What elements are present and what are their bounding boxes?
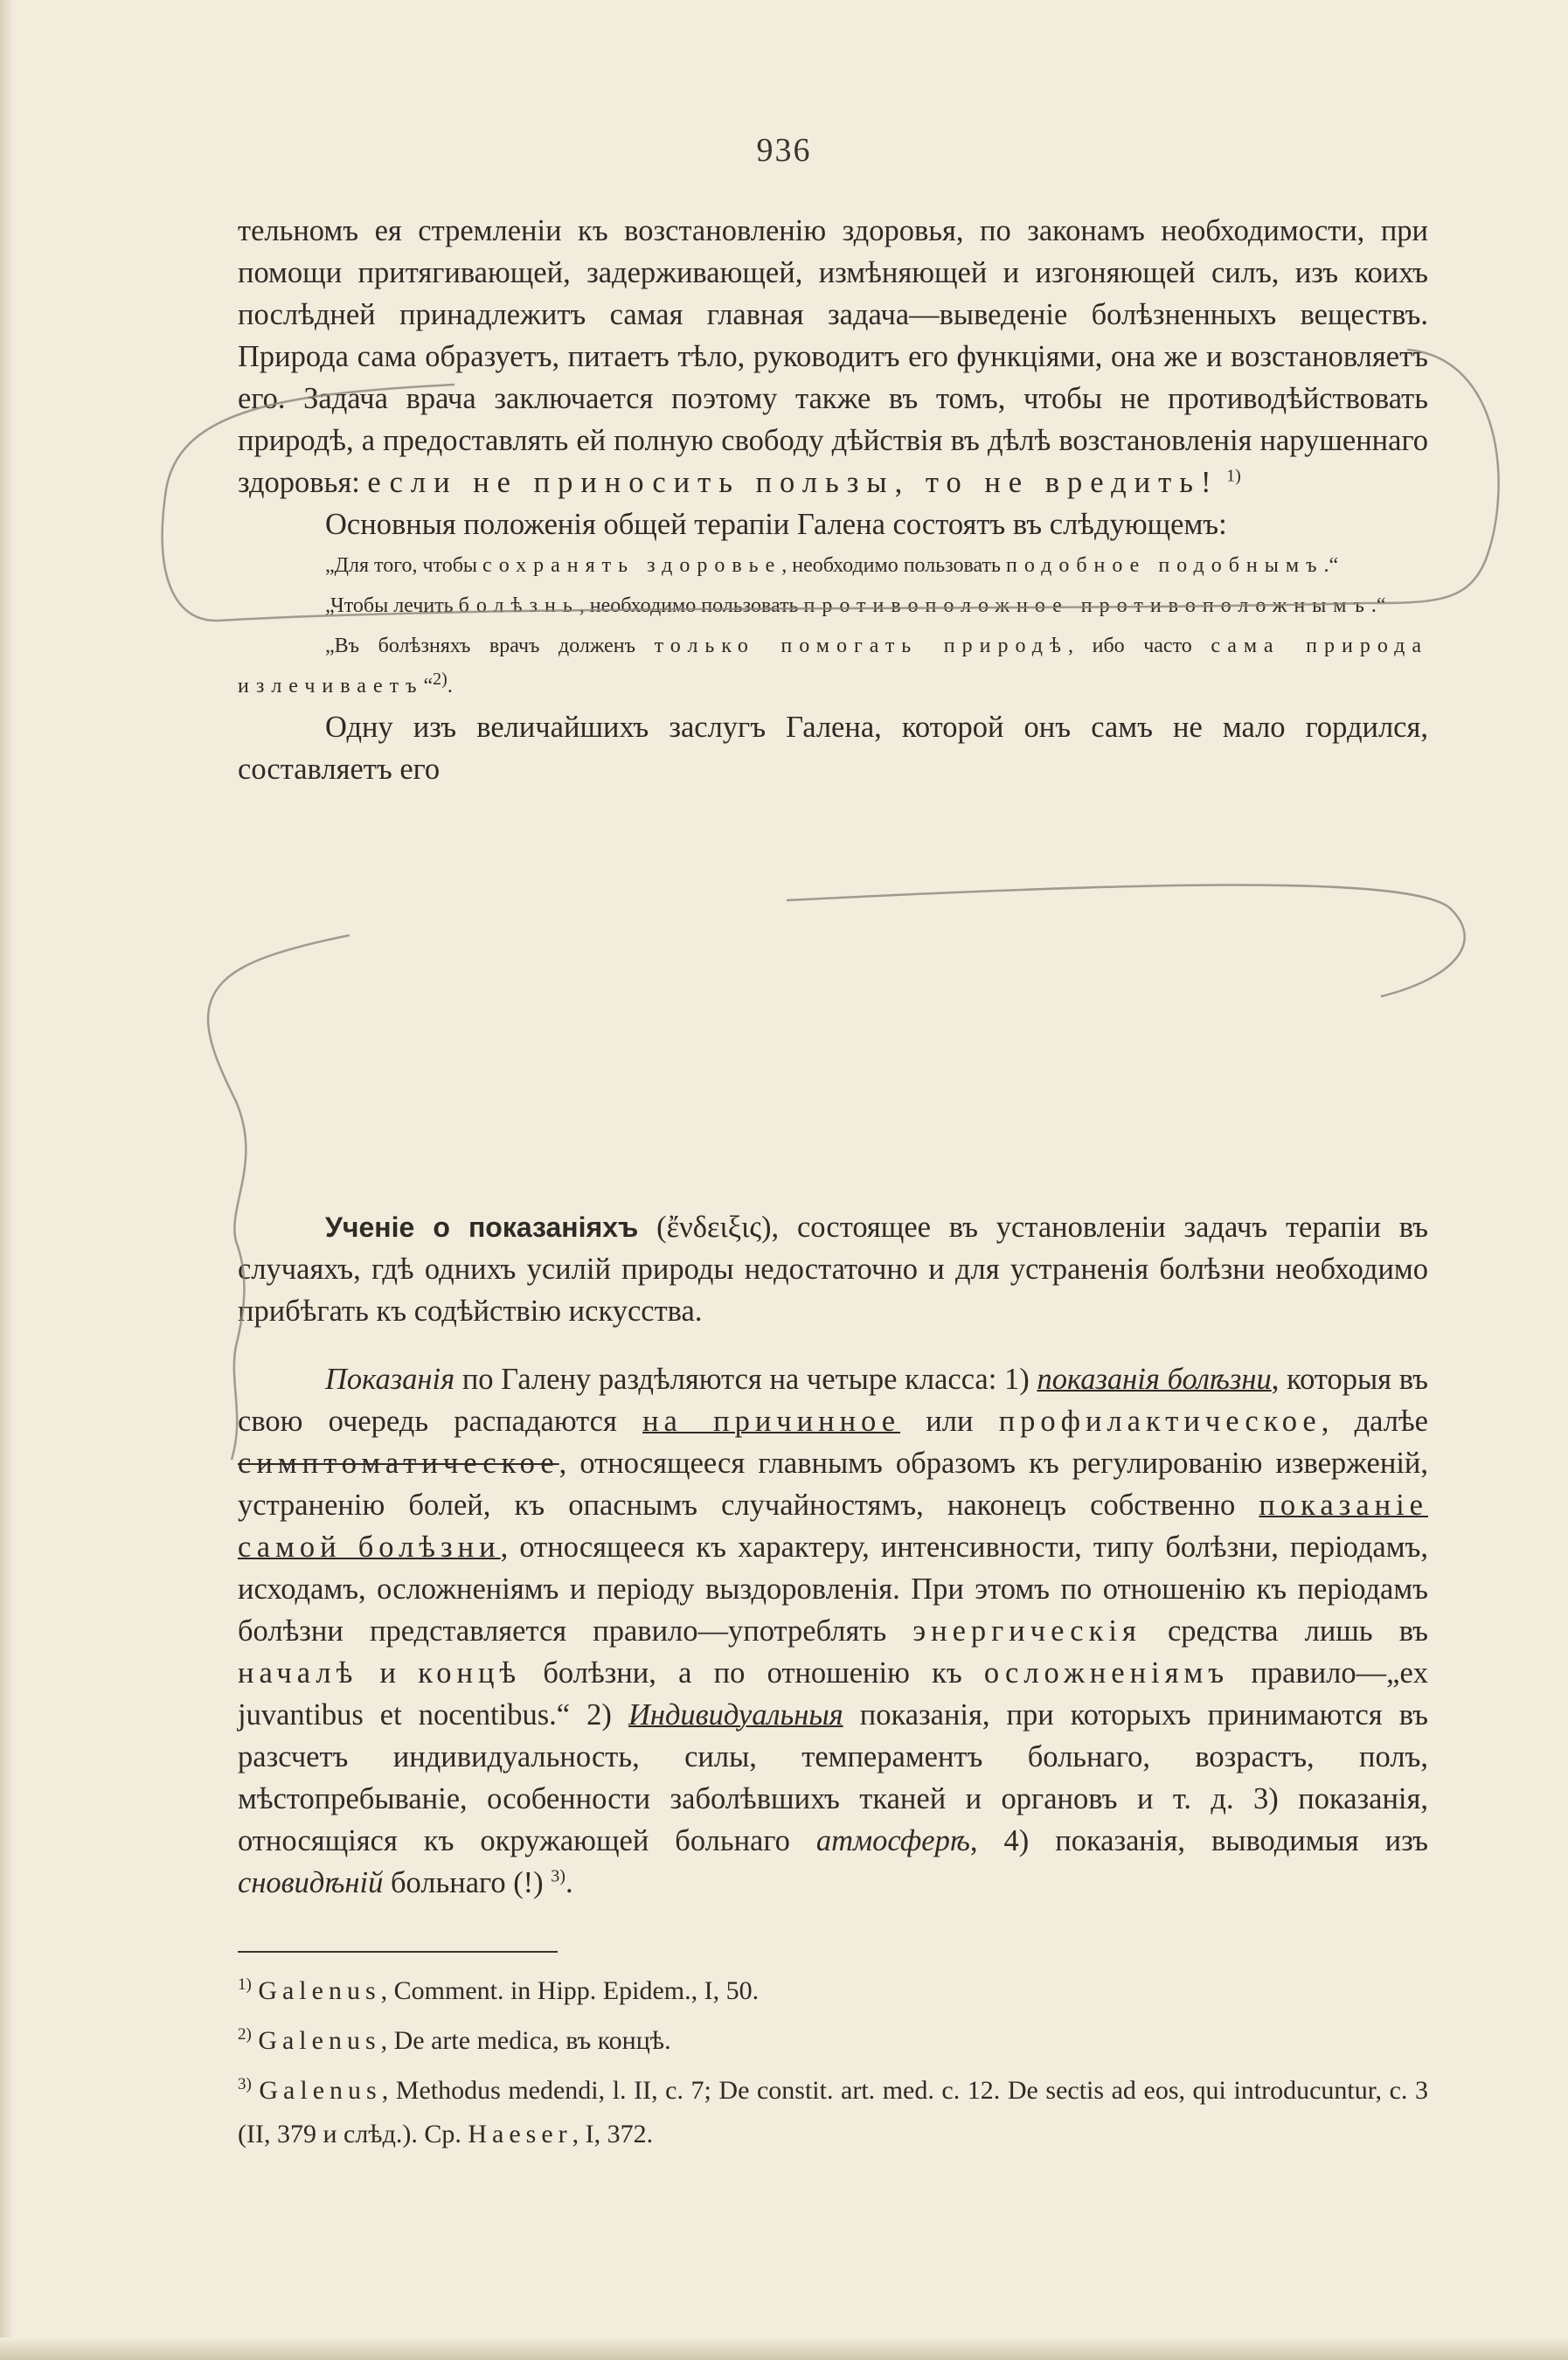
page-bottom-edge: [0, 2337, 1568, 2360]
italic-term: показанія болѣзни: [1037, 1363, 1272, 1396]
quote-text: .“: [1370, 594, 1386, 617]
footnote-number: 1): [238, 1975, 252, 1994]
italic-term: атмосферѣ: [815, 1824, 970, 1857]
footnote-ref-3: 3): [551, 1866, 565, 1886]
footnote-separator: [238, 1951, 558, 1953]
italic-term: Индивидуальныя: [628, 1698, 843, 1732]
quote-spaced: подобное подобнымъ: [1005, 554, 1324, 577]
quote-text: .“: [1323, 554, 1339, 577]
footnote-author: Galenus: [258, 1976, 381, 2005]
spaced-term: концѣ: [418, 1656, 522, 1690]
quote-spaced: болѣзнь: [458, 594, 579, 617]
paragraph-text: средства лишь въ: [1141, 1614, 1428, 1648]
paragraph-text: больнаго (!): [383, 1866, 552, 1899]
footnote-number: 2): [238, 2025, 252, 2044]
quote-text: , необходимо пользовать: [781, 554, 1006, 577]
paragraph-text: и: [357, 1656, 419, 1690]
paragraph-text: тельномъ ея стремленіи къ возстановленію здоровья, по законамъ необходимости, при помощи притягивающей, задерживающей, измѣняющей и изгоняющей силъ, изъ коихъ послѣдней принадлежитъ самая главная задача—выведеніе болѣзненныхъ веществъ. Природа сама образуетъ, питаетъ тѣло, руководитъ его функціями, она же и возстановляетъ его. Задача врача заключается поэтому также въ томъ, чтобы не противодѣйствовать природѣ, а предоставлять ей полную свободу дѣйствія въ дѣлѣ возстановленія нарушеннаго здоровья:: [238, 214, 1428, 499]
paragraph-indication-classes: [238, 1358, 1428, 1904]
page-left-edge: [0, 0, 12, 2360]
paragraph-principles-intro: Основныя положенія общей терапіи Галена состоятъ въ слѣдующемъ:: [325, 508, 1227, 541]
quote-text: „Чтобы лечить: [325, 594, 459, 617]
paragraph-indications-doctrine: [238, 1206, 1428, 1332]
footnote-text: , De arte medica, въ концѣ.: [380, 2026, 671, 2055]
quote-spaced: сама природа излечиваетъ: [238, 635, 1428, 698]
footnote-2: [238, 2013, 1428, 2063]
quote-text: „Для того, чтобы: [325, 554, 483, 577]
paragraph-text: или: [900, 1405, 999, 1438]
paragraph-text: , которыя въ свою очередь распадаются: [238, 1363, 1428, 1438]
footnote-ref-1: 1): [1226, 466, 1241, 486]
footnote-author: Galenus: [259, 2076, 382, 2105]
italic-term: сновидѣній: [238, 1866, 384, 1899]
section-title: Ученіе о показаніяхъ: [325, 1211, 639, 1243]
spaced-term: на причинное: [642, 1405, 901, 1438]
spaced-term: энергическія: [912, 1614, 1141, 1648]
quote-spaced: сохранять здоровье: [482, 554, 782, 577]
footnote-text: , Methodus medendi, l. II, c. 7; De constit. art. med. c. 12. De sectis ad eos, qui introducuntur, c. 3 (II, 379 и слѣд.). Ср.: [238, 2076, 1428, 2148]
paragraph-text: , далѣе: [1321, 1405, 1428, 1438]
paragraph-text: , относящееся къ характеру, интенсивности, типу болѣзни, періодамъ, исходамъ, осложненіямъ и періоду выздоровленія. При этомъ по отношенію къ періодамъ болѣзни представляется правило—употреблять: [238, 1531, 1428, 1648]
italic-term: Показанія: [325, 1363, 455, 1396]
footnote-author: Galenus: [258, 2026, 381, 2055]
quote-natura-medicatrix: [238, 626, 1428, 706]
paragraph-text: болѣзни, а по отношенію къ: [521, 1656, 984, 1690]
quote-text: “: [423, 675, 434, 698]
maxim-spaced: если не приносить пользы, то не вредить!: [367, 466, 1219, 499]
spaced-term: симптоматическое: [238, 1447, 559, 1480]
footnote-3: [238, 2063, 1428, 2156]
footnote-author: Haeser: [468, 2120, 572, 2148]
paragraph-nature-healing: [238, 210, 1428, 503]
footnotes: [238, 1963, 1428, 2156]
quote-similia: [238, 545, 1428, 586]
quote-text: „Въ болѣзняхъ врачъ долженъ: [325, 635, 655, 657]
paragraph-text: , состоящее въ установленіи задачъ терапіи въ случаяхъ, гдѣ однихъ усилій природы недостаточно и для устраненія болѣзни необходимо прибѣгать къ содѣйствію искусства.: [238, 1211, 1429, 1328]
text-block-lower: [238, 1206, 1428, 1904]
paragraph-text: .: [565, 1866, 573, 1899]
paragraph-text: , 4) показанія, выводимыя изъ: [969, 1824, 1428, 1857]
footnote-number: 3): [238, 2075, 252, 2093]
quote-spaced: противоположное противоположнымъ: [803, 594, 1371, 617]
spaced-term: показаніе самой болѣзни: [238, 1489, 1428, 1564]
spaced-term: осложненіямъ: [983, 1656, 1230, 1690]
quote-spaced: только помогать природѣ: [654, 635, 1069, 657]
paragraph-text: , относящееся главнымъ образомъ къ регулированію изверженій, устраненію болей, къ опаснымъ случайностямъ, наконецъ собственно: [238, 1447, 1428, 1522]
spaced-term: началѣ: [238, 1656, 358, 1690]
spaced-term: профилактическое: [998, 1405, 1322, 1438]
paragraph-text: показанія, при которыхъ принимаются въ разсчетъ индивидуальность, силы, темпераментъ больнаго, возрастъ, полъ, мѣстопребываніе, особенности заболѣвшихъ тканей и органовъ и т. д. 3) показанія, относящіяся къ окружающей больнаго: [238, 1698, 1428, 1857]
footnote-ref-2: 2): [433, 670, 448, 689]
page-number: 936: [756, 132, 812, 169]
footnote-text: , Comment. in Hipp. Epidem., I, 50.: [380, 1976, 760, 2005]
paragraph-text: правило—„ex juvantibus et nocentibus.“ 2): [238, 1656, 1429, 1732]
greek-term: (ἔνδειξις): [656, 1211, 772, 1244]
quote-text: .: [447, 675, 453, 698]
quote-text: , необходимо пользовать: [579, 594, 804, 617]
quote-text: , ибо часто: [1068, 635, 1211, 657]
text-block-upper: [238, 210, 1428, 790]
footnote-text: , I, 372.: [572, 2120, 654, 2148]
quote-contraria: [238, 586, 1428, 626]
paragraph-text: по Галену раздѣляются на четыре класса: 1): [454, 1363, 1037, 1396]
footnote-1: [238, 1963, 1428, 2013]
paragraph-galen-merit: Одну изъ величайшихъ заслугъ Галена, которой онъ самъ не мало гордился, составляетъ его: [238, 711, 1428, 786]
